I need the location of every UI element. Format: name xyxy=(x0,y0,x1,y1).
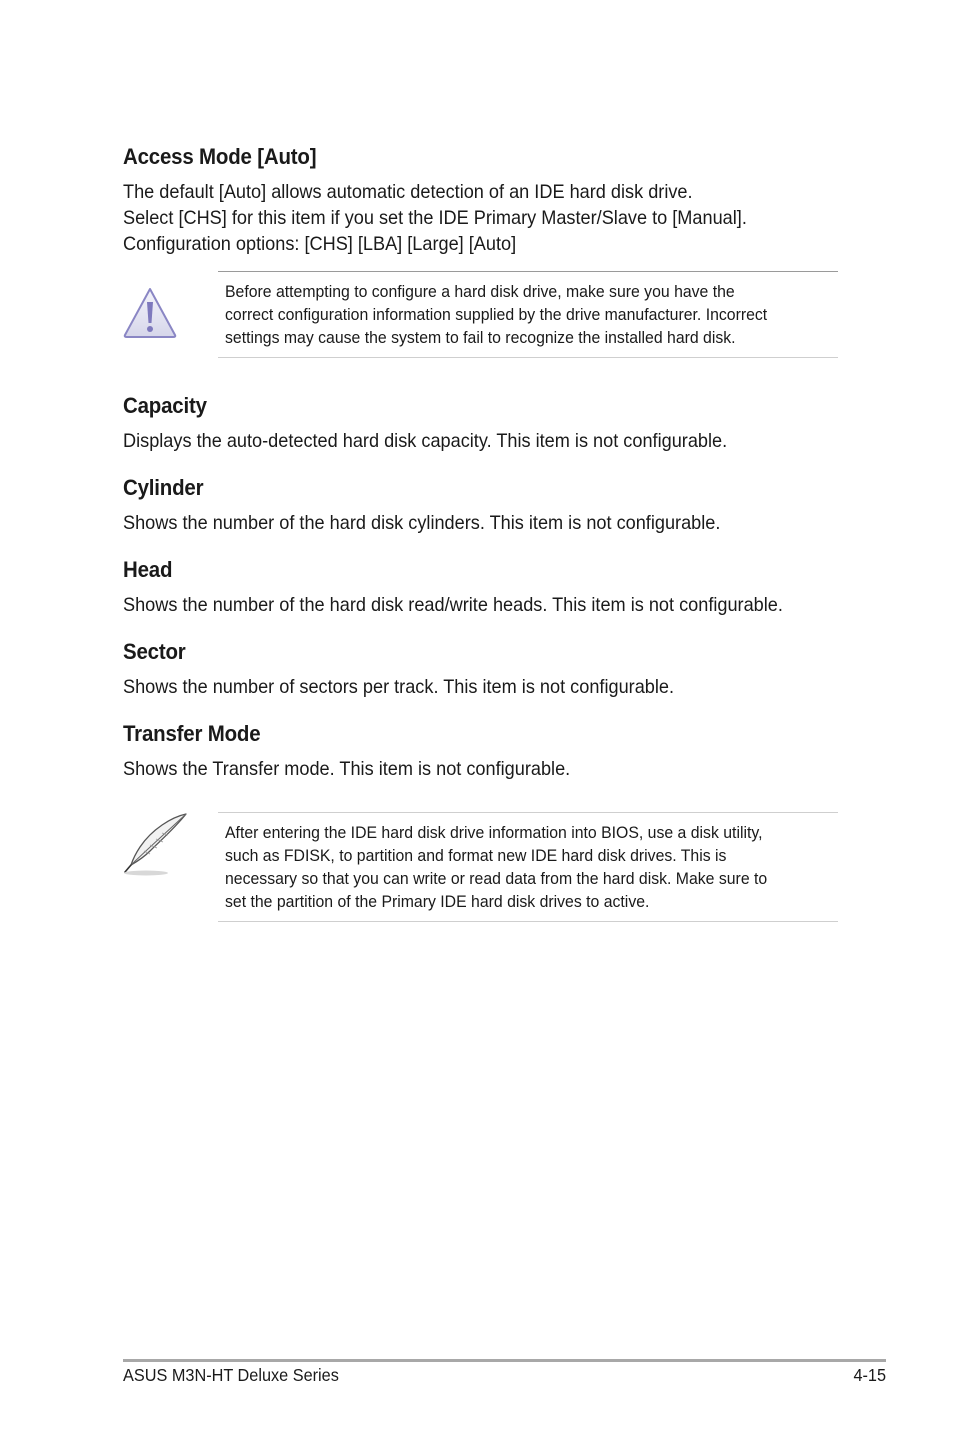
access-mode-line-2: Select [CHS] for this item if you set the IDE Primary Master/Slave to [Manual]. xyxy=(123,207,747,229)
caution-bottom-rule xyxy=(218,357,838,358)
note-line-1: After entering the IDE hard disk drive information into BIOS, use a disk utility, xyxy=(225,823,763,842)
sector-heading: Sector xyxy=(123,639,186,664)
caution-line-1: Before attempting to configure a hard disk drive, make sure you have the xyxy=(225,282,735,301)
caution-text xyxy=(225,280,767,349)
access-mode-heading: Access Mode [Auto] xyxy=(123,144,317,169)
note-text xyxy=(225,821,767,913)
note-bottom-rule xyxy=(218,921,838,922)
caution-line-2: correct configuration information supplied by the drive manufacturer. Incorrect xyxy=(225,305,768,324)
footer-product-name: ASUS M3N-HT Deluxe Series xyxy=(123,1365,339,1385)
caution-line-3: settings may cause the system to fail to recognize the installed hard disk. xyxy=(225,328,736,347)
transfer-mode-description: Shows the Transfer mode. This item is not configurable. xyxy=(123,758,571,780)
quill-pen-icon xyxy=(122,811,190,877)
cylinder-heading: Cylinder xyxy=(123,475,204,500)
cylinder-description: Shows the number of the hard disk cylinders. This item is not configurable. xyxy=(123,512,721,534)
footer-page-number: 4-15 xyxy=(853,1365,886,1385)
footer-rule xyxy=(123,1359,886,1362)
sector-description: Shows the number of sectors per track. This item is not configurable. xyxy=(123,676,675,698)
caution-top-rule xyxy=(218,271,838,272)
head-heading: Head xyxy=(123,557,173,582)
warning-triangle-icon xyxy=(122,286,178,340)
capacity-description: Displays the auto-detected hard disk capacity. This item is not configurable. xyxy=(123,430,728,452)
access-mode-description xyxy=(123,179,747,257)
access-mode-line-1: The default [Auto] allows automatic detection of an IDE hard disk drive. xyxy=(123,181,693,203)
access-mode-line-3: Configuration options: [CHS] [LBA] [Large] [Auto] xyxy=(123,233,517,255)
note-line-4: set the partition of the Primary IDE hard disk drives to active. xyxy=(225,892,650,911)
note-line-3: necessary so that you can write or read data from the hard disk. Make sure to xyxy=(225,869,768,888)
note-line-2: such as FDISK, to partition and format new IDE hard disk drives. This is xyxy=(225,846,727,865)
transfer-mode-heading: Transfer Mode xyxy=(123,721,261,746)
note-top-rule xyxy=(218,812,838,813)
capacity-heading: Capacity xyxy=(123,393,207,418)
head-description: Shows the number of the hard disk read/write heads. This item is not configurable. xyxy=(123,594,783,616)
